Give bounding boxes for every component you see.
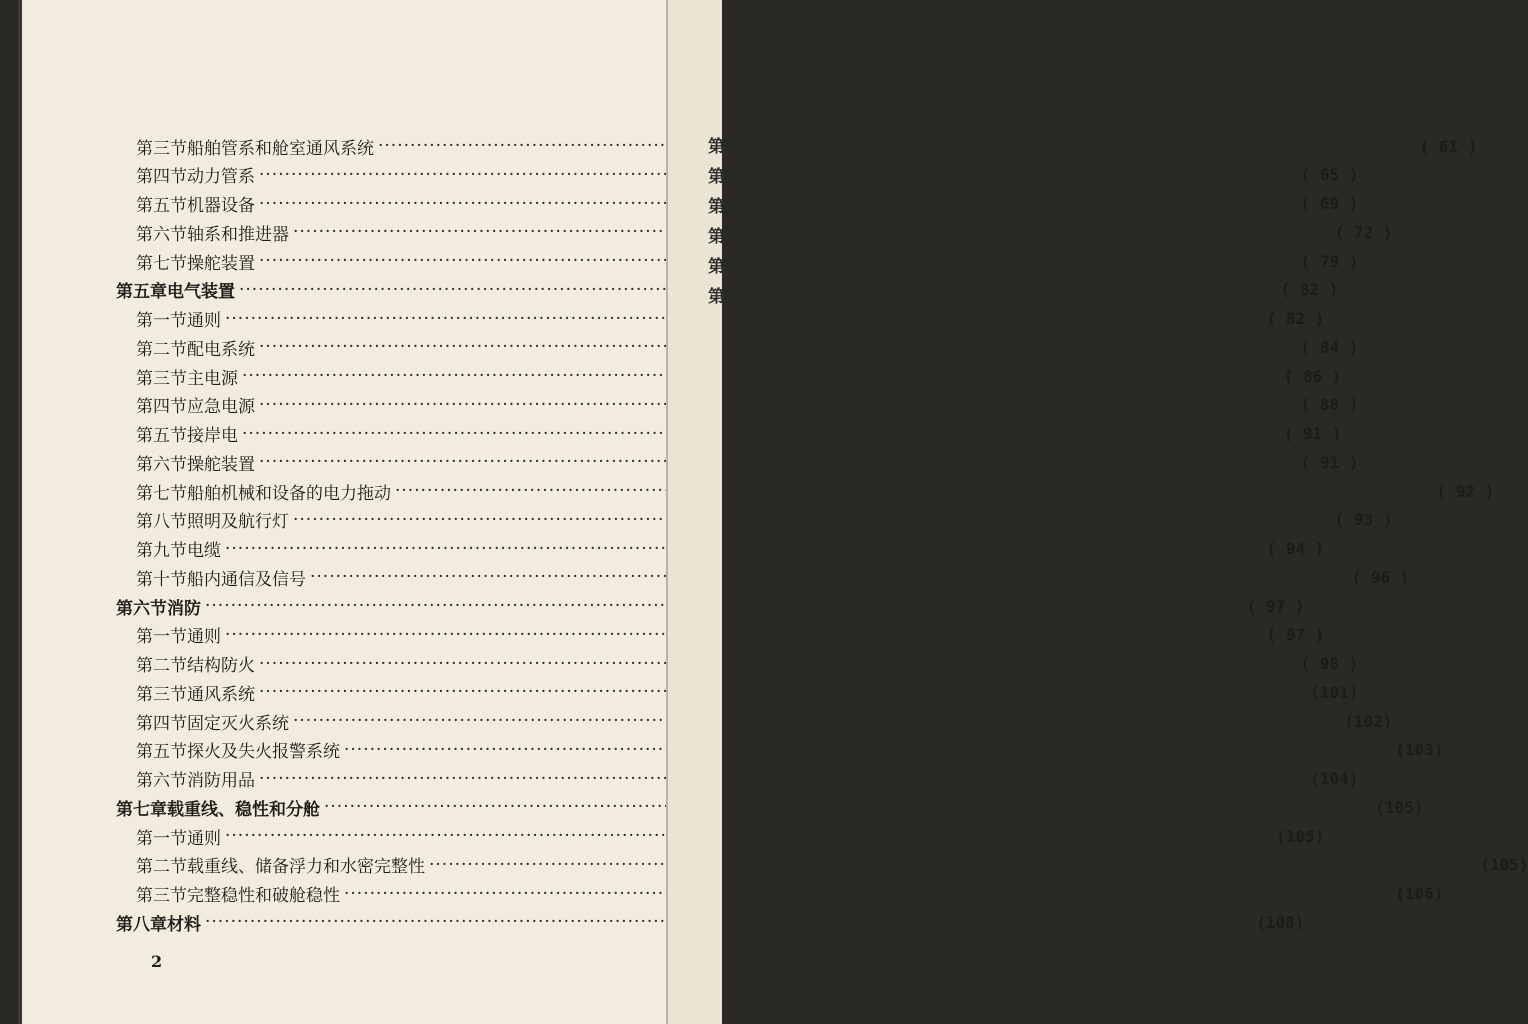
toc-section-entry <box>136 508 1393 533</box>
entry-label: 第四节 <box>136 167 187 188</box>
entry-page-number: (101) <box>1310 682 1359 702</box>
entry-page-number: ( 97 ) <box>1266 625 1325 645</box>
entry-label: 第五节 <box>136 742 187 763</box>
entry-page-number: (105) <box>1480 855 1528 875</box>
entry-page-number: ( 69 ) <box>1300 194 1359 213</box>
entry-title: 通则 <box>187 311 221 331</box>
toc-section-entry <box>136 623 1325 648</box>
dot-leader <box>259 194 1296 214</box>
entry-label: 第四节 <box>136 397 187 418</box>
entry-title: 电气装置 <box>167 282 235 303</box>
dot-leader <box>242 424 1279 444</box>
adjacent-page-text-fragment: 第 <box>708 287 725 307</box>
toc-section-entry <box>136 134 1478 159</box>
entry-page-number: ( 98 ) <box>1300 654 1359 673</box>
entry-title: 轴系和推进器 <box>187 224 289 245</box>
dot-leader <box>259 769 1296 789</box>
entry-page-number: ( 94 ) <box>1266 539 1325 558</box>
toc-section-entry <box>136 824 1325 849</box>
entry-label: 第一节 <box>136 627 187 648</box>
entry-label: 第八节 <box>136 512 187 533</box>
toc-section-entry <box>136 565 1410 590</box>
entry-label: 第七节 <box>136 483 187 504</box>
toc-section-entry <box>136 422 1342 446</box>
toc-section-entry <box>136 767 1359 791</box>
entry-title: 配电系统 <box>187 339 255 360</box>
entry-title: 船舶机械和设备的电力拖动 <box>187 483 391 504</box>
entry-label: 第七节 <box>136 253 187 274</box>
toc-chapter-entry <box>116 594 1305 619</box>
entry-page-number: ( 93 ) <box>1334 510 1393 530</box>
dot-leader <box>259 395 1296 415</box>
entry-label: 第九节 <box>136 541 187 561</box>
entry-page-number: (108) <box>1256 912 1305 932</box>
entry-title: 消防 <box>167 598 201 619</box>
entry-label: 第六节 <box>136 454 187 475</box>
dot-leader <box>225 309 1262 329</box>
entry-label: 第十节 <box>136 569 187 590</box>
dot-leader <box>225 539 1262 559</box>
toc-section-entry <box>136 364 1342 389</box>
entry-page-number: (106) <box>1395 884 1444 903</box>
entry-page-number: ( 96 ) <box>1351 567 1410 587</box>
toc-section-entry <box>136 307 1325 331</box>
toc-section-entry <box>136 882 1444 906</box>
entry-page-number: ( 88 ) <box>1300 395 1359 415</box>
entry-page-number: ( 92 ) <box>1436 481 1495 501</box>
toc-chapter-entry <box>116 910 1305 935</box>
toc-section-entry <box>136 163 1359 188</box>
dot-leader <box>324 797 1361 817</box>
entry-label: 第三节 <box>136 684 187 705</box>
toc-chapter-entry <box>116 278 1339 303</box>
toc-section-entry <box>136 652 1359 676</box>
adjacent-page-text-fragment: 第 <box>708 227 725 247</box>
entry-title: 操舵装置 <box>187 253 255 274</box>
dot-leader <box>259 251 1296 271</box>
toc-section-entry <box>136 450 1359 475</box>
entry-label: 第一节 <box>136 828 187 849</box>
entry-label: 第三节 <box>136 138 187 159</box>
dot-leader <box>310 567 1347 587</box>
dot-leader <box>239 280 1276 300</box>
dot-leader <box>242 366 1279 386</box>
entry-page-number: ( 97 ) <box>1246 596 1305 616</box>
entry-page-number: ( 82 ) <box>1266 309 1325 328</box>
entry-title: 结构防火 <box>187 656 255 676</box>
entry-title: 固定灭火系统 <box>187 713 289 734</box>
entry-page-number: ( 79 ) <box>1300 251 1359 271</box>
entry-title: 船内通信及信号 <box>187 569 306 590</box>
dot-leader <box>378 136 1415 156</box>
entry-title: 载重线、储备浮力和水密完整性 <box>187 857 425 878</box>
toc-section-entry <box>136 335 1359 360</box>
entry-label: 第五章 <box>116 282 167 303</box>
entry-title: 船舶管系和舱室通风系统 <box>187 138 374 159</box>
entry-title: 材料 <box>167 914 201 935</box>
dot-leader <box>225 826 1262 846</box>
entry-title: 接岸电 <box>187 426 238 446</box>
dot-leader <box>259 654 1296 674</box>
entry-label: 第三节 <box>136 886 187 906</box>
entry-title: 通则 <box>187 828 221 849</box>
entry-page-number: ( 84 ) <box>1300 337 1359 357</box>
entry-label: 第六节 <box>116 598 167 619</box>
toc-chapter-entry <box>116 795 1424 820</box>
dot-leader <box>259 165 1296 185</box>
toc-section-entry <box>136 680 1359 705</box>
dot-leader <box>344 740 1381 760</box>
entry-title: 照明及航行灯 <box>187 512 289 533</box>
toc-section-entry <box>136 249 1359 274</box>
toc-section-entry <box>136 393 1359 418</box>
entry-page-number: ( 82 ) <box>1280 280 1339 300</box>
entry-page-number: (103) <box>1395 740 1444 760</box>
entry-label: 第一节 <box>136 311 187 331</box>
entry-label: 第二节 <box>136 656 187 676</box>
adjacent-page-text-fragment: 第 <box>708 197 725 217</box>
entry-page-number: (104) <box>1310 769 1359 788</box>
dot-leader <box>225 625 1262 645</box>
entry-page-number: (105) <box>1375 797 1424 817</box>
entry-page-number: ( 65 ) <box>1300 165 1359 185</box>
entry-label: 第二节 <box>136 339 187 360</box>
entry-page-number: ( 91 ) <box>1300 452 1359 472</box>
entry-label: 第五节 <box>136 426 187 446</box>
dot-leader <box>429 855 1466 875</box>
dot-leader <box>205 912 1242 932</box>
dot-leader <box>259 682 1296 702</box>
toc-section-entry <box>136 853 1528 878</box>
entry-label: 第七章 <box>116 799 167 820</box>
entry-page-number: ( 61 ) <box>1419 136 1478 156</box>
entry-title: 动力管系 <box>187 167 255 188</box>
toc-section-entry <box>136 537 1325 561</box>
dot-leader <box>344 884 1381 904</box>
entry-title: 探火及失火报警系统 <box>187 742 340 763</box>
adjacent-page-edge <box>666 0 725 1024</box>
entry-title: 通风系统 <box>187 684 255 705</box>
entry-page-number: ( 91 ) <box>1283 424 1342 443</box>
entry-title: 操舵装置 <box>187 454 255 475</box>
entry-page-number: (102) <box>1344 711 1393 731</box>
toc-section-entry <box>136 738 1444 763</box>
entry-label: 第四节 <box>136 713 187 734</box>
entry-title: 应急电源 <box>187 397 255 418</box>
page-number: 2 <box>151 952 163 971</box>
entry-label: 第六节 <box>136 771 187 791</box>
entry-page-number: ( 72 ) <box>1334 222 1393 242</box>
entry-label: 第六节 <box>136 224 187 245</box>
book-page <box>18 0 1528 1024</box>
adjacent-page-text-fragment: 第 <box>708 257 725 277</box>
dot-leader <box>259 452 1296 472</box>
entry-label: 第二节 <box>136 857 187 878</box>
entry-title: 通则 <box>187 627 221 648</box>
entry-page-number: (105) <box>1276 826 1325 846</box>
adjacent-page-text-fragment: 第 <box>708 167 725 187</box>
dot-leader <box>259 337 1296 357</box>
dot-leader <box>205 596 1242 616</box>
toc-section-entry <box>136 479 1495 504</box>
entry-title: 消防用品 <box>187 771 255 791</box>
dot-leader <box>293 222 1330 242</box>
adjacent-page-text-fragment: 第 <box>708 137 725 157</box>
entry-label: 第八章 <box>116 914 167 935</box>
entry-title: 机器设备 <box>187 196 255 216</box>
entry-title: 电缆 <box>187 541 221 561</box>
entry-title: 载重线、稳性和分舱 <box>167 799 320 820</box>
entry-label: 第五节 <box>136 196 187 216</box>
entry-title: 完整稳性和破舱稳性 <box>187 886 340 906</box>
entry-title: 主电源 <box>187 368 238 389</box>
dot-leader <box>293 510 1330 530</box>
entry-label: 第三节 <box>136 368 187 389</box>
dot-leader <box>395 481 1432 501</box>
entry-page-number: ( 86 ) <box>1283 366 1342 386</box>
table-of-contents <box>18 0 1528 1024</box>
toc-section-entry <box>136 220 1393 245</box>
toc-section-entry <box>136 709 1393 734</box>
toc-section-entry <box>136 192 1359 216</box>
dot-leader <box>293 711 1330 731</box>
